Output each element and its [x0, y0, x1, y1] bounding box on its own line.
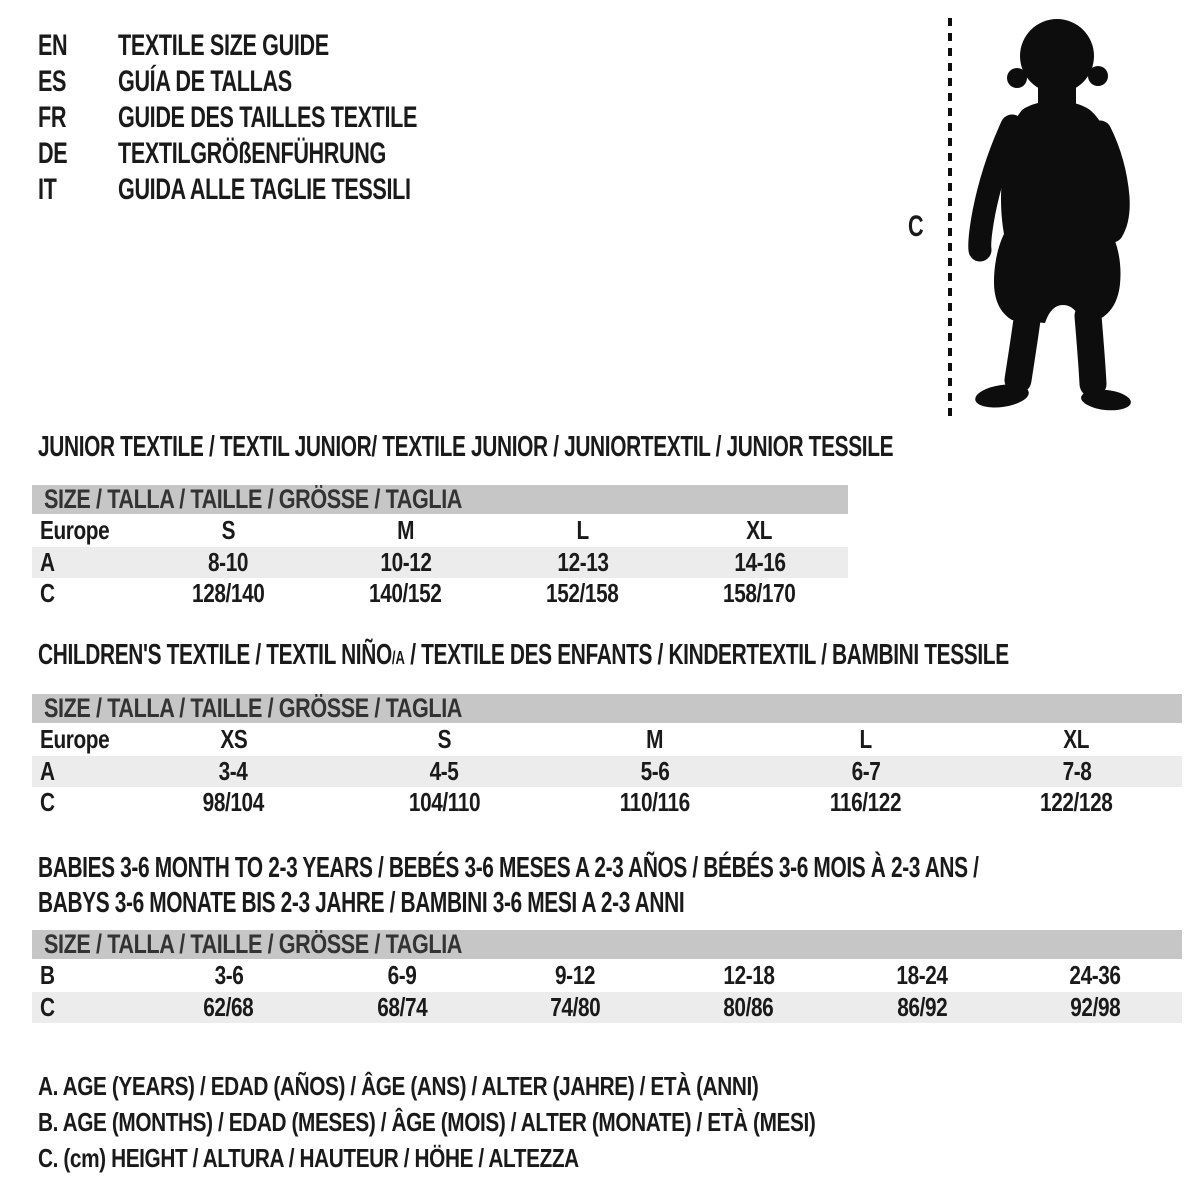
language-row-it — [38, 172, 533, 208]
language-code: IT — [38, 173, 57, 206]
language-title: GUIDA ALLE TAGLIE TESSILI — [118, 173, 411, 206]
height-figure — [890, 0, 1190, 440]
section-title: BABIES 3-6 MONTH TO 2-3 YEARS / BEBÉS 3-6 MESES A 2-3 AÑOS / BÉBÉS 3-6 MOIS À 2-3 ANS / BABYS 3-6 MONATE BIS 2-3 JAHRE / BAMBINI 3-6 MESI A 2-3 ANNI — [38, 852, 979, 919]
table-row: A 3-4 4-5 5-6 6-7 7-8 — [32, 756, 1182, 787]
language-row-es — [38, 64, 533, 100]
junior-textile-section — [32, 431, 894, 609]
row-label: A — [40, 756, 55, 786]
size-header-bar: SIZE / TALLA / TAILLE / GRÖSSE / TAGLIA — [32, 930, 1182, 959]
row-label: B — [40, 960, 55, 990]
language-row-en — [38, 28, 533, 64]
language-title: GUÍA DE TALLAS — [118, 65, 292, 98]
language-title: GUIDE DES TAILLES TEXTILE — [118, 101, 418, 134]
toddler-silhouette-icon — [958, 14, 1144, 418]
row-label: C — [40, 787, 55, 817]
table-row: C 62/68 68/74 74/80 80/86 86/92 92/98 — [32, 992, 1182, 1023]
language-code: DE — [38, 137, 68, 170]
table-row: Europe S M L XL — [40, 515, 773, 545]
title-subscript: /A — [391, 648, 405, 668]
height-measure-label: C — [908, 210, 924, 243]
row-label: Europe — [40, 724, 110, 754]
table-row: C 98/104 104/110 110/116 116/122 122/128 — [40, 787, 1113, 817]
legend-item-a: A. AGE (YEARS) / EDAD (AÑOS) / ÂGE (ANS) / ALTER (JAHRE) / ETÀ (ANNI) — [38, 1071, 759, 1101]
section-title: JUNIOR TEXTILE / TEXTIL JUNIOR/ TEXTILE JUNIOR / JUNIORTEXTIL / JUNIOR TESSILE — [38, 431, 894, 463]
language-code: EN — [38, 29, 68, 62]
section-title: CHILDREN'S TEXTILE / TEXTIL NIÑO/A / TEXTILE DES ENFANTS / KINDERTEXTIL / BAMBINI TESSILE — [38, 639, 1009, 671]
language-row-fr — [38, 100, 533, 136]
height-measure-dashed-line — [948, 18, 952, 416]
legend-item-c: C. (cm) HEIGHT / ALTURA / HAUTEUR / HÖHE / ALTEZZA — [38, 1143, 579, 1173]
legend-item-b: B. AGE (MONTHS) / EDAD (MESES) / ÂGE (MOIS) / ALTER (MONATE) / ETÀ (MESI) — [38, 1107, 816, 1137]
children-textile-section — [32, 640, 1182, 818]
babies-textile-section — [32, 851, 1182, 1023]
row-label: Europe — [40, 515, 110, 545]
language-code: ES — [38, 65, 67, 98]
row-label: A — [40, 547, 55, 577]
language-title-list — [38, 28, 533, 208]
size-header-bar: SIZE / TALLA / TAILLE / GRÖSSE / TAGLIA — [32, 485, 848, 514]
table-row: C 128/140 140/152 152/158 158/170 — [40, 578, 796, 608]
language-row-de — [38, 136, 533, 172]
language-title: TEXTILGRÖßENFÜHRUNG — [118, 137, 386, 170]
size-header-bar: SIZE / TALLA / TAILLE / GRÖSSE / TAGLIA — [32, 694, 1182, 723]
row-label: C — [40, 578, 55, 608]
language-title: TEXTILE SIZE GUIDE — [118, 29, 329, 62]
legend — [38, 1068, 1010, 1176]
language-code: FR — [38, 101, 67, 134]
row-label: C — [40, 992, 55, 1022]
table-row: Europe XS S M L XL — [40, 724, 1090, 754]
table-row: B 3-6 6-9 9-12 12-18 18-24 24-36 — [40, 960, 1121, 990]
table-row: A 8-10 10-12 12-13 14-16 — [32, 547, 848, 578]
